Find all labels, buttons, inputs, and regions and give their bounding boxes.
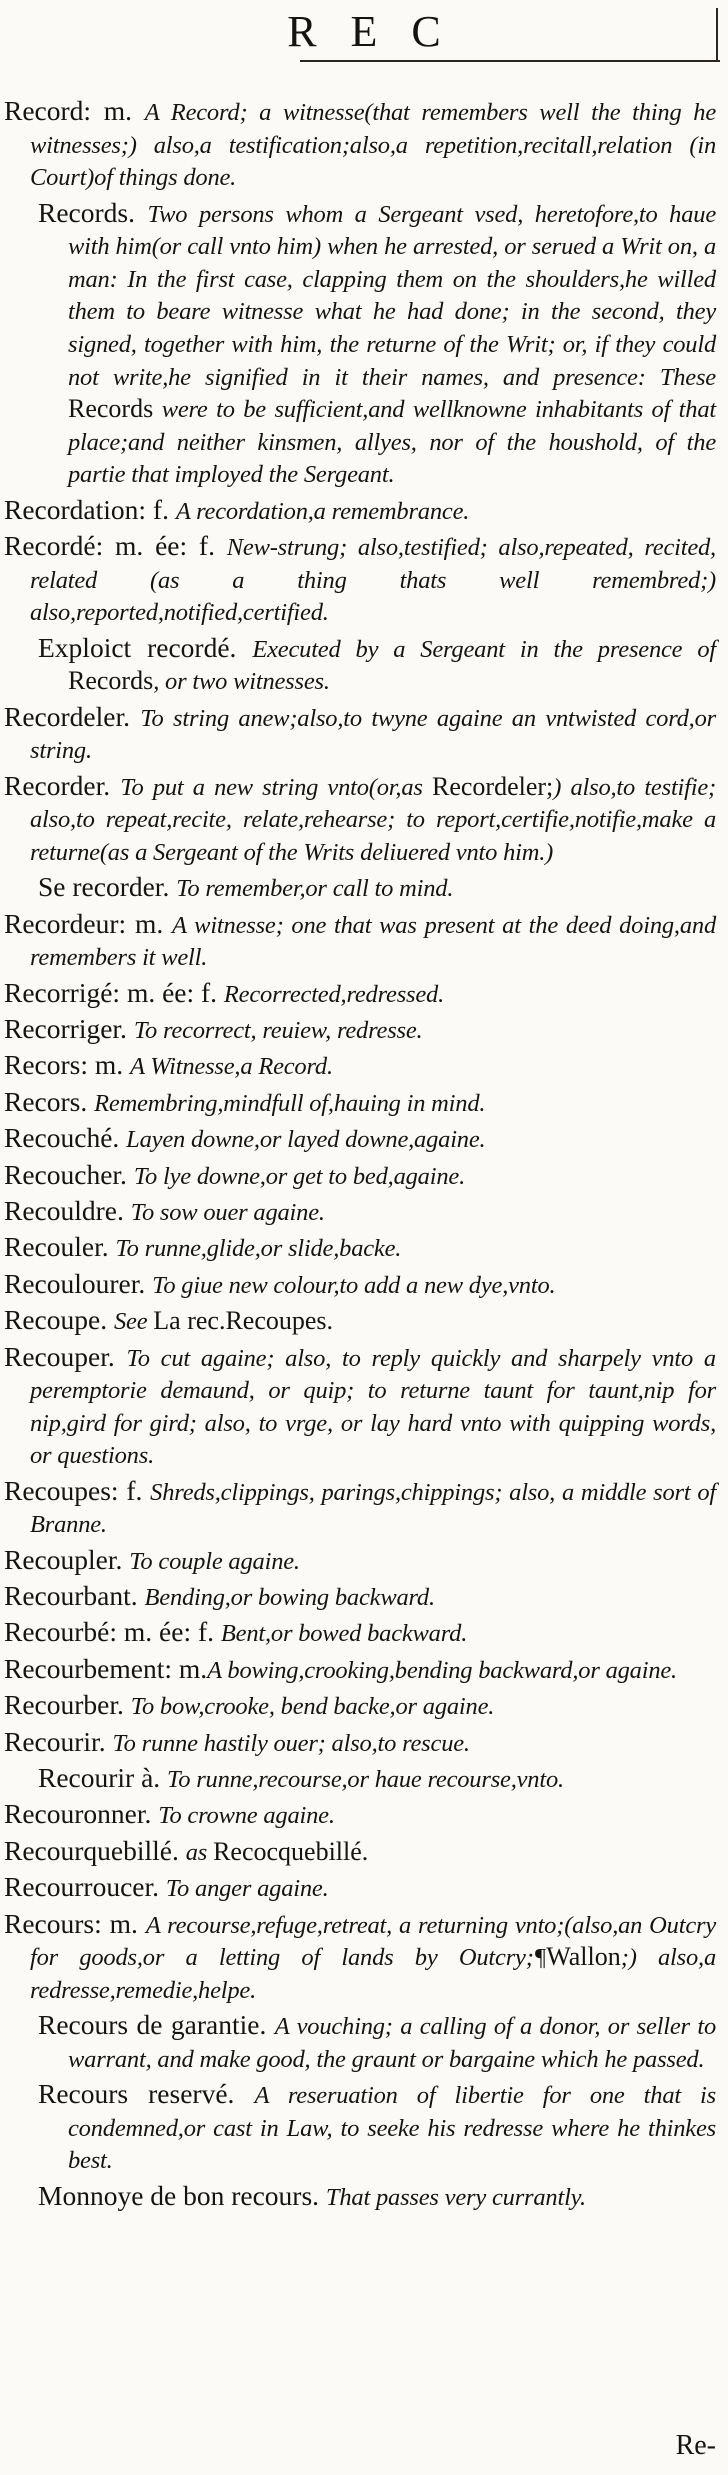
entry-definition: A reseruation of libertie for one that is condemned,or cast in Law, to seeke his redresse where he thinkes best. <box>68 2082 716 2175</box>
dictionary-entry <box>4 771 716 869</box>
entry-definition: To crowne againe. <box>158 1802 335 1830</box>
entry-definition: Shreds,clippings, parings,chippings; also, a middle sort of Branne. <box>30 1478 716 1539</box>
entry-definition: A witnesse; one that was present at the deed doing,and remembers it well. <box>30 911 716 972</box>
dictionary-entry <box>4 978 716 1011</box>
dictionary-entry <box>4 1836 716 1869</box>
entry-definition: See <box>113 1308 154 1336</box>
dictionary-entry <box>4 1617 716 1650</box>
entry-definition: To runne,recourse,or haue recourse,vnto. <box>167 1766 564 1794</box>
entry-headword: Recours reservé. <box>38 2078 255 2110</box>
dictionary-entry <box>4 1196 716 1229</box>
dictionary-entry <box>4 1269 716 1302</box>
dictionary-entry <box>4 1050 716 1083</box>
entry-headword: Recourber. <box>4 1689 131 1721</box>
entry-grammar: m. ée: f. <box>123 1616 221 1648</box>
entry-definition: Bending,or bowing backward. <box>144 1584 435 1612</box>
entry-headword: Records. <box>38 196 148 228</box>
entry-roman-text-2: Recoupes. <box>225 1306 334 1336</box>
dictionary-entry <box>4 702 716 767</box>
dictionary-entry <box>4 1160 716 1193</box>
entry-grammar: m. <box>134 907 173 939</box>
entry-headword: Recouché. <box>4 1122 127 1154</box>
dictionary-entry <box>4 1799 716 1832</box>
entry-headword: Recours de garantie. <box>38 2009 275 2041</box>
entry-headword: Se recorder. <box>38 871 177 903</box>
entry-grammar: f. <box>152 493 176 525</box>
entry-headword: Recourir. <box>4 1725 113 1757</box>
dictionary-entry <box>4 1232 716 1265</box>
running-headword: REC <box>287 7 475 56</box>
entry-headword: Recordé: <box>4 530 116 562</box>
entry-definition: Bent,or bowed backward. <box>220 1620 468 1648</box>
dictionary-entry <box>4 1654 716 1687</box>
header-rule-tick <box>716 8 718 62</box>
entry-headword: Record: <box>4 95 104 126</box>
sub-entry <box>4 198 716 491</box>
entry-definition: To cut againe; also, to reply quickly and sharpely vnto a peremptorie demaund, or quip; to returne taunt for taunt,nip for nip,gird for gird; also, to vrge, or lay hard vnto with quipping words, or questions. <box>30 1344 716 1470</box>
entry-headword: Recouper. <box>4 1340 127 1372</box>
entry-definition: To put a new string vnto(or,as <box>120 773 432 801</box>
catchword: Re- <box>675 2430 716 2461</box>
entry-definition: A recourse,refuge,retreat, a returning vnto;(also,an Outcry for goods,or a letting of lands by Outcry;¶ <box>30 1911 717 1972</box>
entry-headword: Recoupe. <box>4 1304 114 1336</box>
entry-grammar: m. <box>178 1652 208 1684</box>
dictionary-entry <box>4 1872 716 1905</box>
entry-headword: Recouronner. <box>4 1798 159 1830</box>
entry-definition: To sow ouer againe. <box>130 1198 325 1226</box>
entry-roman-text: Records <box>68 666 154 696</box>
dictionary-entry <box>4 1305 716 1338</box>
entry-definition: To couple againe. <box>129 1547 300 1575</box>
entry-headword: Recorder. <box>4 769 121 801</box>
entry-definition: A recordation,a remembrance. <box>175 497 470 525</box>
entry-headword: Recouler. <box>4 1231 116 1263</box>
entry-definition: To giue new colour,to add a new dye,vnto. <box>152 1271 556 1299</box>
entry-definition-cont: , or two witnesses. <box>153 668 330 696</box>
page-header <box>0 0 728 68</box>
entry-grammar: m. ée: f. <box>126 976 224 1008</box>
entry-roman-text: Records <box>68 394 154 424</box>
entry-definition: Recorrected,redressed. <box>223 980 445 1008</box>
entry-headword: Recorrigé: <box>4 976 127 1008</box>
entry-headword: Recourbant. <box>4 1580 145 1612</box>
entry-definition: To runne,glide,or slide,backe. <box>115 1235 402 1263</box>
entry-headword: Recoupler. <box>4 1543 130 1575</box>
dictionary-entry <box>4 1087 716 1120</box>
entry-definition: Layen downe,or layed downe,againe. <box>126 1126 486 1154</box>
entry-roman-text: La rec. <box>153 1306 226 1336</box>
entry-headword: Recordation: <box>4 493 153 525</box>
dictionary-entry <box>4 1123 716 1156</box>
entry-headword: Recourroucer. <box>4 1871 166 1903</box>
entry-definition: To anger againe. <box>165 1875 329 1903</box>
dictionary-entry <box>4 1690 716 1723</box>
entry-headword: Recoulourer. <box>4 1267 153 1299</box>
entry-headword: Recordeur: <box>4 907 135 939</box>
entry-definition-cont: ;) also,a redresse,remedie,helpe. <box>30 1944 716 2004</box>
dictionary-entry <box>4 1727 716 1760</box>
entry-roman-text: Recordeler; <box>431 771 554 801</box>
sub-entry <box>4 633 716 698</box>
entry-headword: Recours: <box>4 1907 110 1939</box>
entry-roman-text: Wallon <box>546 1942 621 1972</box>
entry-headword: Recoupes: <box>4 1474 127 1506</box>
header-rule <box>300 60 720 62</box>
dictionary-entry <box>4 1476 716 1541</box>
entry-definition: Remembring,mindfull of,hauing in mind. <box>94 1089 486 1117</box>
entry-definition-cont: were to be sufficient,and wellknowne inhabitants of that place;and neither kinsmen, allyes, nor of the houshold, of the partie that imployed the Sergeant. <box>68 396 716 489</box>
entry-definition: New-strung; also,testified; also,repeated, recited, related (as a thing thats well remembred;) also,reported,notified,certified. <box>30 534 716 627</box>
sub-entry <box>4 1763 716 1796</box>
sub-entry <box>4 872 716 905</box>
dictionary-entry <box>4 96 716 194</box>
dictionary-entry <box>4 1342 716 1472</box>
entry-definition: Two persons whom a Sergeant vsed, heretofore,to haue with him(or call vnto him) when he arrested, or serued a Writ on, a man: In the first case, clapping them on the shoulders,he willed them to beare witnesse what he had done; in the second, they signed, together with him, the returne of the Writ; or, if they could not write,he signified in it their names, and presence: These <box>68 200 716 391</box>
entry-headword: Recourquebillé. <box>4 1834 186 1866</box>
entry-definition: A bowing,crooking,bending backward,or againe. <box>207 1656 677 1684</box>
dictionary-entry <box>4 909 716 974</box>
entry-headword: Recors. <box>4 1085 95 1117</box>
entry-grammar: m. <box>94 1049 131 1081</box>
dictionary-entry <box>4 531 716 629</box>
entry-headword: Recourbé: <box>4 1616 124 1648</box>
entry-grammar: f. <box>126 1474 151 1506</box>
entry-definition: To lye downe,or get to bed,againe. <box>133 1162 465 1190</box>
sub-entry <box>4 2010 716 2075</box>
dictionary-entry <box>4 1909 716 2007</box>
dictionary-entry <box>4 1581 716 1614</box>
entry-definition-cont: ) also,to testifie; also,to repeat,recite, relate,rehearse; to report,certifie,notifie,make a returne(as a Sergeant of the Writs deliuered vnto him.) <box>30 773 717 866</box>
entry-headword: Recouldre. <box>4 1194 131 1226</box>
dictionary-entry <box>4 495 716 528</box>
entry-definition: Executed by a Sergeant in the presence of <box>252 635 716 663</box>
entry-definition: To remember,or call to mind. <box>176 875 454 903</box>
entry-roman-text: Recocquebillé. <box>213 1836 369 1866</box>
entry-headword: Recoucher. <box>4 1158 134 1190</box>
entry-definition: To runne hastily ouer; also,to rescue. <box>112 1729 470 1757</box>
entry-headword: Monnoye de bon recours. <box>38 2179 326 2211</box>
dictionary-entry <box>4 1545 716 1578</box>
entry-headword: Recourbement: <box>4 1652 179 1684</box>
entry-headword: Recors: <box>4 1049 95 1081</box>
entry-definition: A Witnesse,a Record. <box>130 1053 333 1081</box>
entry-definition: That passes very currantly. <box>325 2183 586 2211</box>
dictionary-column <box>4 96 716 2217</box>
entry-headword: Exploict recordé. <box>38 631 253 663</box>
entry-headword: Recorriger. <box>4 1013 134 1044</box>
entry-headword: Recourir à. <box>38 1762 168 1794</box>
entry-definition: A vouching; a calling of a donor, or seller to warrant, and make good, the graunt or bargaine which he passed. <box>68 2013 716 2073</box>
entry-grammar: m. <box>103 95 145 126</box>
entry-headword: Recordeler. <box>4 700 141 732</box>
dictionary-entry <box>4 1014 716 1047</box>
entry-definition: as <box>185 1838 214 1866</box>
entry-grammar: m. <box>109 1907 146 1939</box>
sub-entry <box>4 2079 716 2177</box>
entry-definition: To string anew;also,to twyne againe an vntwisted cord,or string. <box>30 704 716 765</box>
entry-definition: To bow,crooke, bend backe,or againe. <box>130 1693 495 1721</box>
sub-entry <box>4 2181 716 2214</box>
entry-definition: To recorrect, reuiew, redresse. <box>133 1017 423 1044</box>
entry-grammar: m. ée: f. <box>115 530 227 562</box>
entry-definition: A Record; a witnesse(that remembers well the thing he witnesses;) also,a testification;also,a repetition,recitall,relation (in Court)of things done. <box>30 99 717 192</box>
